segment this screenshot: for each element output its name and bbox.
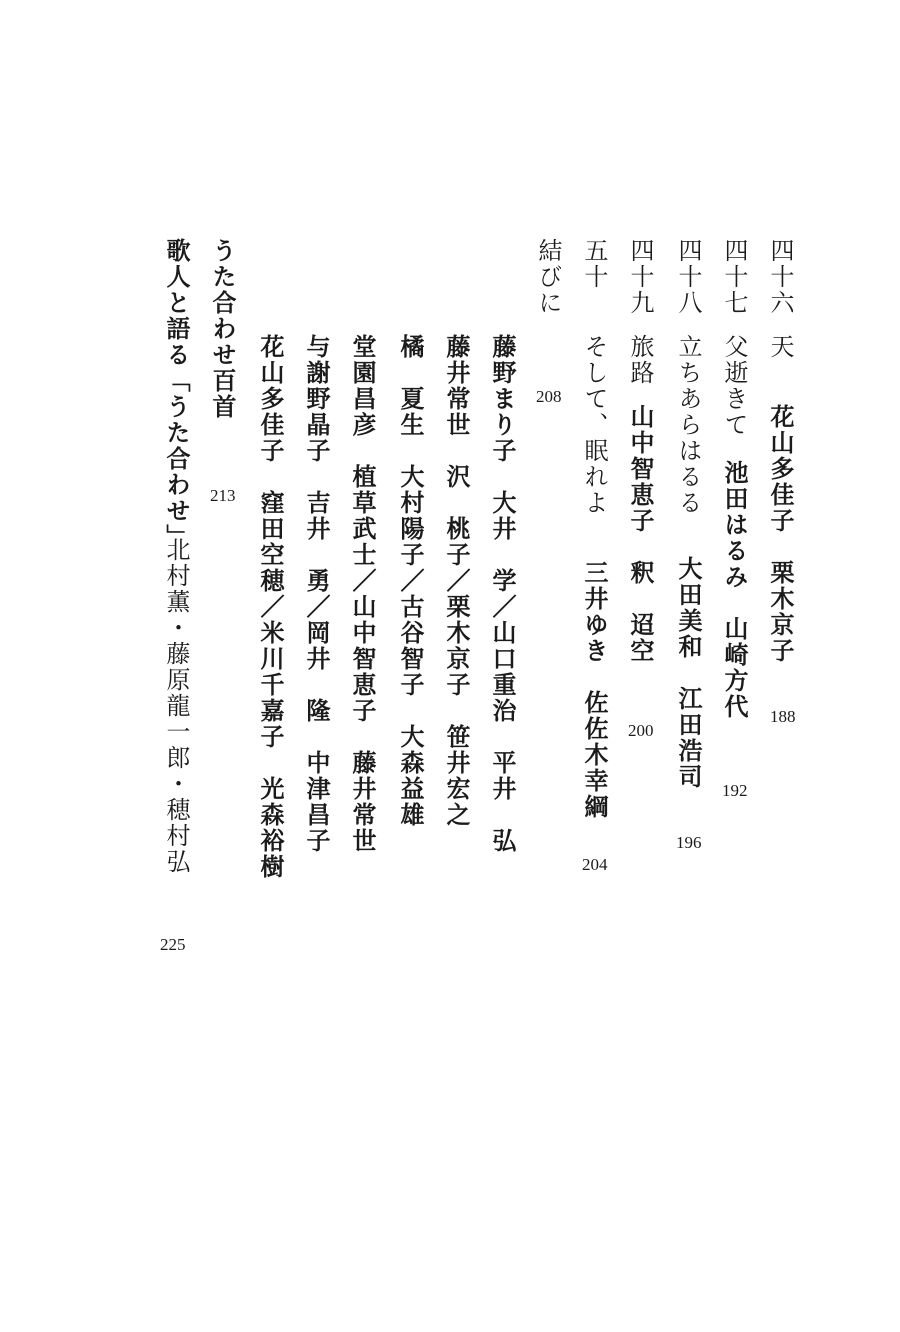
entry-47-authors: 池田はるみ 山崎方代 bbox=[720, 460, 749, 720]
entry-48-authors: 大田美和 江田浩司 bbox=[674, 556, 703, 790]
entry-49-authors: 山中智恵子 釈 迢空 bbox=[626, 404, 655, 664]
contributor-line: 花山多佳子 窪田空穂／米川千嘉子 光森裕樹 bbox=[256, 334, 285, 880]
entry-49-title: 旅路 bbox=[626, 334, 654, 386]
section-hyakushu-title: うた合わせ百首 bbox=[208, 238, 237, 420]
contributor-line: 藤野まり子 大井 学／山口重治 平井 弘 bbox=[488, 334, 517, 854]
contributor-line: 堂園昌彦 植草武士／山中智恵子 藤井常世 bbox=[348, 334, 377, 854]
section-talk-title: 歌人と語る「うた合わせ」 bbox=[162, 238, 191, 550]
entry-50-title: そして、眠れよ bbox=[580, 334, 608, 516]
entry-50-page: 204 bbox=[582, 855, 608, 874]
entry-49-number: 四十九 bbox=[626, 238, 654, 316]
closing-page: 208 bbox=[536, 387, 562, 406]
contributor-line: 橘 夏生 大村陽子／古谷智子 大森益雄 bbox=[396, 334, 425, 828]
entry-47-page: 192 bbox=[722, 781, 748, 800]
entry-50-authors: 三井ゆき 佐佐木幸綱 bbox=[580, 560, 609, 820]
entry-47-title: 父逝きて bbox=[720, 334, 748, 438]
entry-46-page: 188 bbox=[770, 707, 796, 726]
entry-46-title: 天 bbox=[766, 334, 794, 360]
entry-48-number: 四十八 bbox=[674, 238, 702, 316]
contributor-line: 藤井常世 沢 桃子／栗木京子 笹井宏之 bbox=[442, 334, 471, 828]
entry-49-page: 200 bbox=[628, 721, 654, 740]
contributor-line: 与謝野晶子 吉井 勇／岡井 隆 中津昌子 bbox=[302, 334, 331, 854]
entry-48-title: 立ちあらはるる bbox=[674, 334, 702, 516]
entry-46-authors: 花山多佳子 栗木京子 bbox=[766, 404, 795, 664]
entry-46-number: 四十六 bbox=[766, 238, 794, 316]
section-hyakushu-page: 213 bbox=[210, 486, 236, 505]
entry-48-page: 196 bbox=[676, 833, 702, 852]
closing-label: 結びに bbox=[534, 238, 562, 316]
section-talk-people: 北村薫・藤原龍一郎・穂村弘 bbox=[162, 537, 190, 875]
section-talk-page: 225 bbox=[160, 935, 186, 954]
entry-50-number: 五十 bbox=[580, 238, 608, 290]
entry-47-number: 四十七 bbox=[720, 238, 748, 316]
